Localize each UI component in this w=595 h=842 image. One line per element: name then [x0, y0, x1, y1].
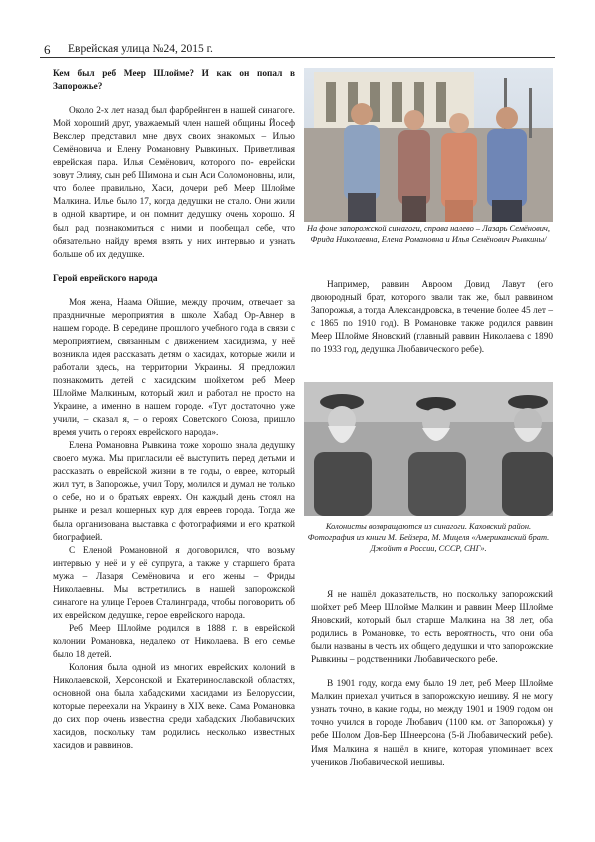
paragraph: Колония была одной из многих еврейских колоний в Николаевской, Херсонской и Екатеринославской областях, основной она была хабадскими хасидами из Белоруссии, которые переехали на Украину в XIX веке. Сама Романовка до сих пор очень известна среди хабадских Любавичских хасидов, поскольку там родились несколько известных хасидов и раввинов. [53, 663, 295, 752]
paragraph: Я не нашёл доказательств, но поскольку запорожский шойхет реб Меер Шлойме Малкин и раввин Меер Шлойме Яновский, который был старше Малкина на 38 лет, оба родились в Романовке, то есть вероятность, что они оба были названы в честь их общего дедушки и что запорожские Рывкины – родственники Любавического ребе. [311, 590, 553, 666]
section-heading: Кем был реб Меер Шлойме? И как он попал в Запорожье? [53, 69, 295, 93]
paragraph: В 1901 году, когда ему было 19 лет, реб Меер Шлойме Малкин приехал учиться в запорожскую иешиву. Я не могу узнать точно, в какие годы, но между 1901 и 1909 годом он точно учился в городе Любавич (1100 км. от Запорожья) у ребе Шолом Дов-Бер Шнеерсона (5-й Любавический ребе). Имя Малкина я нашёл в книге, которая упоминает всех учеников Любавической иешивы. [311, 679, 553, 768]
photo-caption: На фоне запорожской синагоги, справа налево – Лазарь Семёнович, Фрида Николаевна, Елена Романовна и Илья Семёнович Рывкины/ [306, 224, 551, 244]
issue-title: Еврейская улица №24, 2015 г. [68, 43, 213, 55]
paragraph: С Еленой Романовной я договорился, что возьму интервью у неё и у её супруга, а также у старшего брата мужа – Лазаря Семёновича и его жены – Фриды Николаевны. Мы встретились в нашей запорожской синагоге на улице Героев Сталинграда, чтобы поговорить об их еврейском дедушке, герое еврейского народа. [53, 545, 295, 621]
right-column-bottom [311, 589, 553, 770]
family-photo-image [304, 68, 553, 222]
right-column-top [311, 279, 553, 357]
photo-family-synagogue [304, 68, 553, 222]
photo-colonists [304, 382, 553, 516]
paragraph: Реб Меер Шлойме родился в 1888 г. в еврейской колонии Романовка, недалеко от Николаева. В его семье было 18 детей. [53, 623, 295, 660]
page-number: 6 [44, 42, 51, 57]
photo-caption: Колонисты возвращаются из синагоги. Каховский район. Фотография из книги М. Бейзера, М. Мицеля «Американский брат. Джойнт в России, СССР, СНГ». [307, 522, 550, 553]
colonists-photo-image [304, 382, 553, 516]
header-rule [40, 57, 555, 58]
paragraph: Например, раввин Авроом Довид Лавут (его двоюродный брат, которого звали так же, был раввином Запорожья, а тогда Александровска, в течение более 45 лет – с 1865 по 1910 год). В Романовке также родился раввин Меер Шлойме Яновский (главный раввин Николаева с 1890 по 1933 год, дедушка Любавического ребе). [311, 280, 553, 356]
paragraph: Елена Романовна Рывкина тоже хорошо знала дедушку своего мужа. Мы пригласили её выступить перед детьми и рассказать о еврейской жизни в те годы, о еврее, который жил тут, в Запорожье, учил Тору, молился и думал не только о себе, но и о братьях евреях. Он каждый день стоял на рынке и резал кошерных кур для евреев города. Тогда же была организована выставка с фотографиями и его краткой биографией. [53, 441, 295, 543]
left-column [53, 68, 295, 753]
section-heading: Герой еврейского народа [53, 273, 158, 284]
paragraph: Около 2-х лет назад был фарбрейнген в нашей синагоге. Мой хороший друг, уважаемый член нашей общины Йосеф Векслер представил мне двух своих знакомых – Илью Семёновича и Елену Романовну Рывкиных. Приветливая еврейская пара. Илья Семёнович, которого по- еврейски зовут Элияу, сын реб Шимона и сын Аси Соломоновны, или, что более правильно, Хаси, дочери реб Меер Шлойме Малкина. Илье было 17, когда дедушки не стало. Они жили в одной квартире, и он помнит дедушку очень хорошо. Я был рад познакомиться с ними и пообещал себе, что обязательно найду время взять у них интервью и узнать больше об их дедушке. [53, 106, 295, 260]
page-header [40, 42, 555, 58]
paragraph: Моя жена, Наама Ойшие, между прочим, отвечает за праздничные мероприятия в школе Хабад Ор-Авнер в нашем городе. В середине прошлого учебного года в связи с мероприятием, связанным с движением хасидизма, у неё возникла идея рассказать детям о хасидах, которые жили и работали здесь, на территории Украины. Я предложил познакомить детей с хасидским шойхетом реб Меер Шлойме Малкиным, который жил и работал не просто на Украине, а именно в нашем городе. «Тут достаточно уже учили, – сказал я, – о героях Советского Союза, пришло время учить о героях еврейского народа». [53, 297, 295, 439]
